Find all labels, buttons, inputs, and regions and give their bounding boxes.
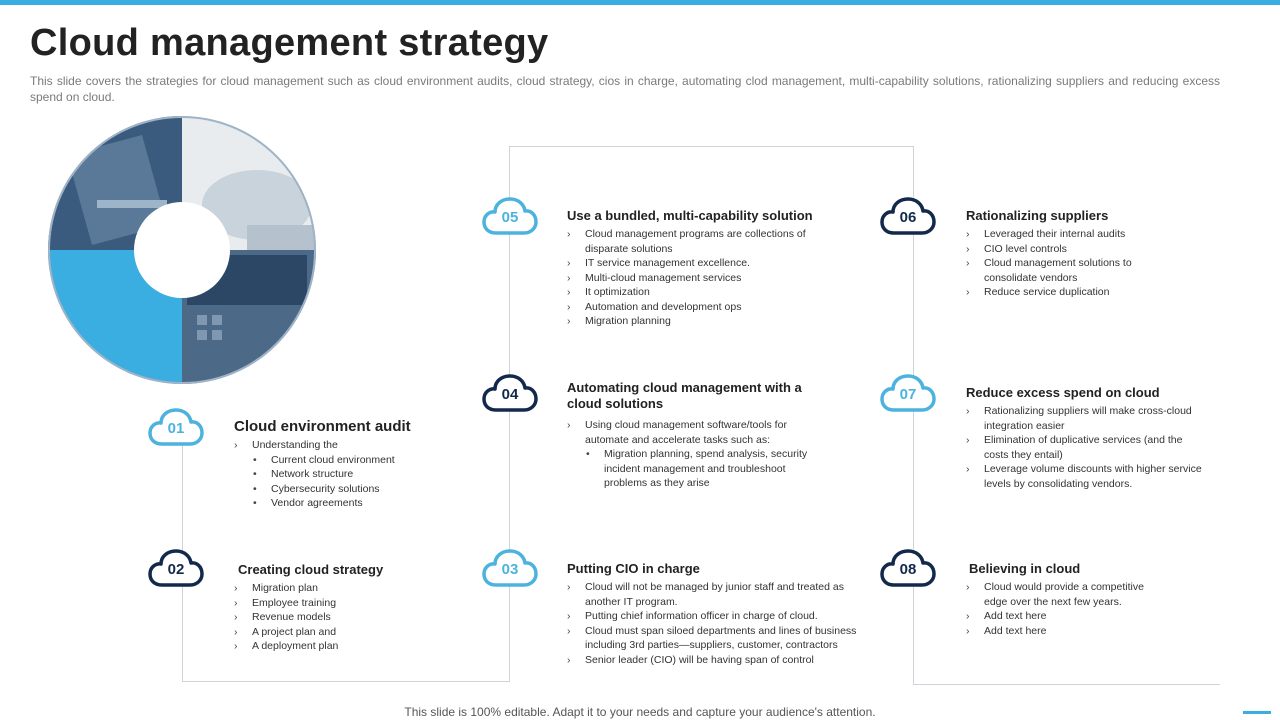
list-subitem: • Migration planning, spend analysis, security incident management and troubleshoot problems as they arise — [567, 447, 825, 491]
list-item: › IT service management excellence. — [567, 256, 832, 271]
step-number: 08 — [899, 561, 917, 578]
cloud-badge-02 — [147, 546, 205, 590]
list-item: › Leveraged their internal audits — [966, 227, 1166, 242]
step-number: 02 — [167, 561, 185, 578]
connector-line — [509, 146, 914, 147]
list-item: › Migration planning — [567, 314, 832, 329]
list-item: › Add text here — [966, 624, 1166, 639]
list-item: › Senior leader (CIO) will be having span of control — [567, 653, 877, 668]
list-item: › Cloud management programs are collections of disparate solutions — [567, 227, 832, 256]
step-title: Cloud environment audit — [234, 418, 411, 435]
list-item: › Leverage volume discounts with higher service levels by consolidating vendors. — [966, 462, 1206, 491]
list-item: › A deployment plan — [234, 639, 474, 654]
list-item: › A project plan and — [234, 625, 474, 640]
list-item: › Multi-cloud management services — [567, 271, 832, 286]
step-title: Automating cloud management with a cloud solutions — [567, 380, 802, 411]
step-number: 07 — [899, 386, 917, 403]
step-number: 05 — [501, 209, 519, 226]
cloud-badge-01 — [147, 405, 205, 449]
top-accent-bar — [0, 0, 1280, 5]
step-number: 06 — [899, 209, 917, 226]
step-block-02 — [234, 562, 474, 654]
footer-accent-line — [1243, 711, 1271, 714]
cloud-badge-03 — [481, 546, 539, 590]
cloud-badge-08 — [879, 546, 937, 590]
cloud-badge-06 — [879, 194, 937, 238]
step-block-08 — [966, 561, 1166, 638]
step-title: Creating cloud strategy — [238, 562, 384, 577]
cloud-badge-04 — [481, 371, 539, 415]
step-title: Use a bundled, multi-capability solution — [567, 208, 813, 223]
step-number: 03 — [501, 561, 519, 578]
step-block-05 — [567, 208, 832, 329]
list-item: › Cloud management solutions to consolidate vendors — [966, 256, 1166, 285]
step-block-07 — [966, 385, 1206, 491]
step-number: 01 — [167, 420, 185, 437]
list-item: › Rationalizing suppliers will make cross-cloud integration easier — [966, 404, 1206, 433]
step-number: 04 — [501, 386, 519, 403]
step-block-03 — [567, 561, 877, 667]
page-subtitle: This slide covers the strategies for cloud management such as cloud environment audits, cloud strategy, cios in charge, automating clod management, multi-capability solutions, rationalizing suppliers and reducing excess spend on cloud. — [30, 74, 1220, 104]
donut-image — [47, 115, 317, 385]
list-item: › Understanding the — [234, 438, 474, 453]
step-block-01 — [234, 419, 474, 511]
step-title: Believing in cloud — [969, 561, 1081, 576]
step-block-06 — [966, 208, 1166, 300]
list-item: › CIO level controls — [966, 242, 1166, 257]
list-item: › Cloud must span siloed departments and lines of business including 3rd parties—suppliers, customer, contractors — [567, 624, 877, 653]
list-subitem: • Cybersecurity solutions — [234, 482, 474, 497]
footer-note: This slide is 100% editable. Adapt it to your needs and capture your audience's attention. — [404, 705, 876, 719]
list-item: › Add text here — [966, 609, 1166, 624]
list-item: › Putting chief information officer in charge of cloud. — [567, 609, 877, 624]
list-item: › Automation and development ops — [567, 300, 832, 315]
connector-line — [182, 681, 510, 682]
list-item: › Elimination of duplicative services (and the costs they entail) — [966, 433, 1206, 462]
step-title: Putting CIO in charge — [567, 561, 700, 576]
list-item: › Cloud would provide a competitive edge over the next few years. — [966, 580, 1166, 609]
step-title: Reduce excess spend on cloud — [966, 385, 1160, 400]
list-subitem: • Network structure — [234, 467, 474, 482]
list-item: › Revenue models — [234, 610, 474, 625]
list-subitem: • Vendor agreements — [234, 496, 474, 511]
list-item: › It optimization — [567, 285, 832, 300]
list-item: › Using cloud management software/tools for automate and accelerate tasks such as: — [567, 418, 825, 447]
step-block-04 — [567, 380, 825, 491]
list-item: › Cloud will not be managed by junior staff and treated as another IT program. — [567, 580, 877, 609]
list-item: › Migration plan — [234, 581, 474, 596]
cloud-badge-07 — [879, 371, 937, 415]
cloud-badge-05 — [481, 194, 539, 238]
list-item: › Reduce service duplication — [966, 285, 1166, 300]
page-title: Cloud management strategy — [30, 22, 549, 64]
list-item: › Employee training — [234, 596, 474, 611]
list-subitem: • Current cloud environment — [234, 453, 474, 468]
connector-line — [913, 684, 1220, 685]
step-title: Rationalizing suppliers — [966, 208, 1109, 223]
